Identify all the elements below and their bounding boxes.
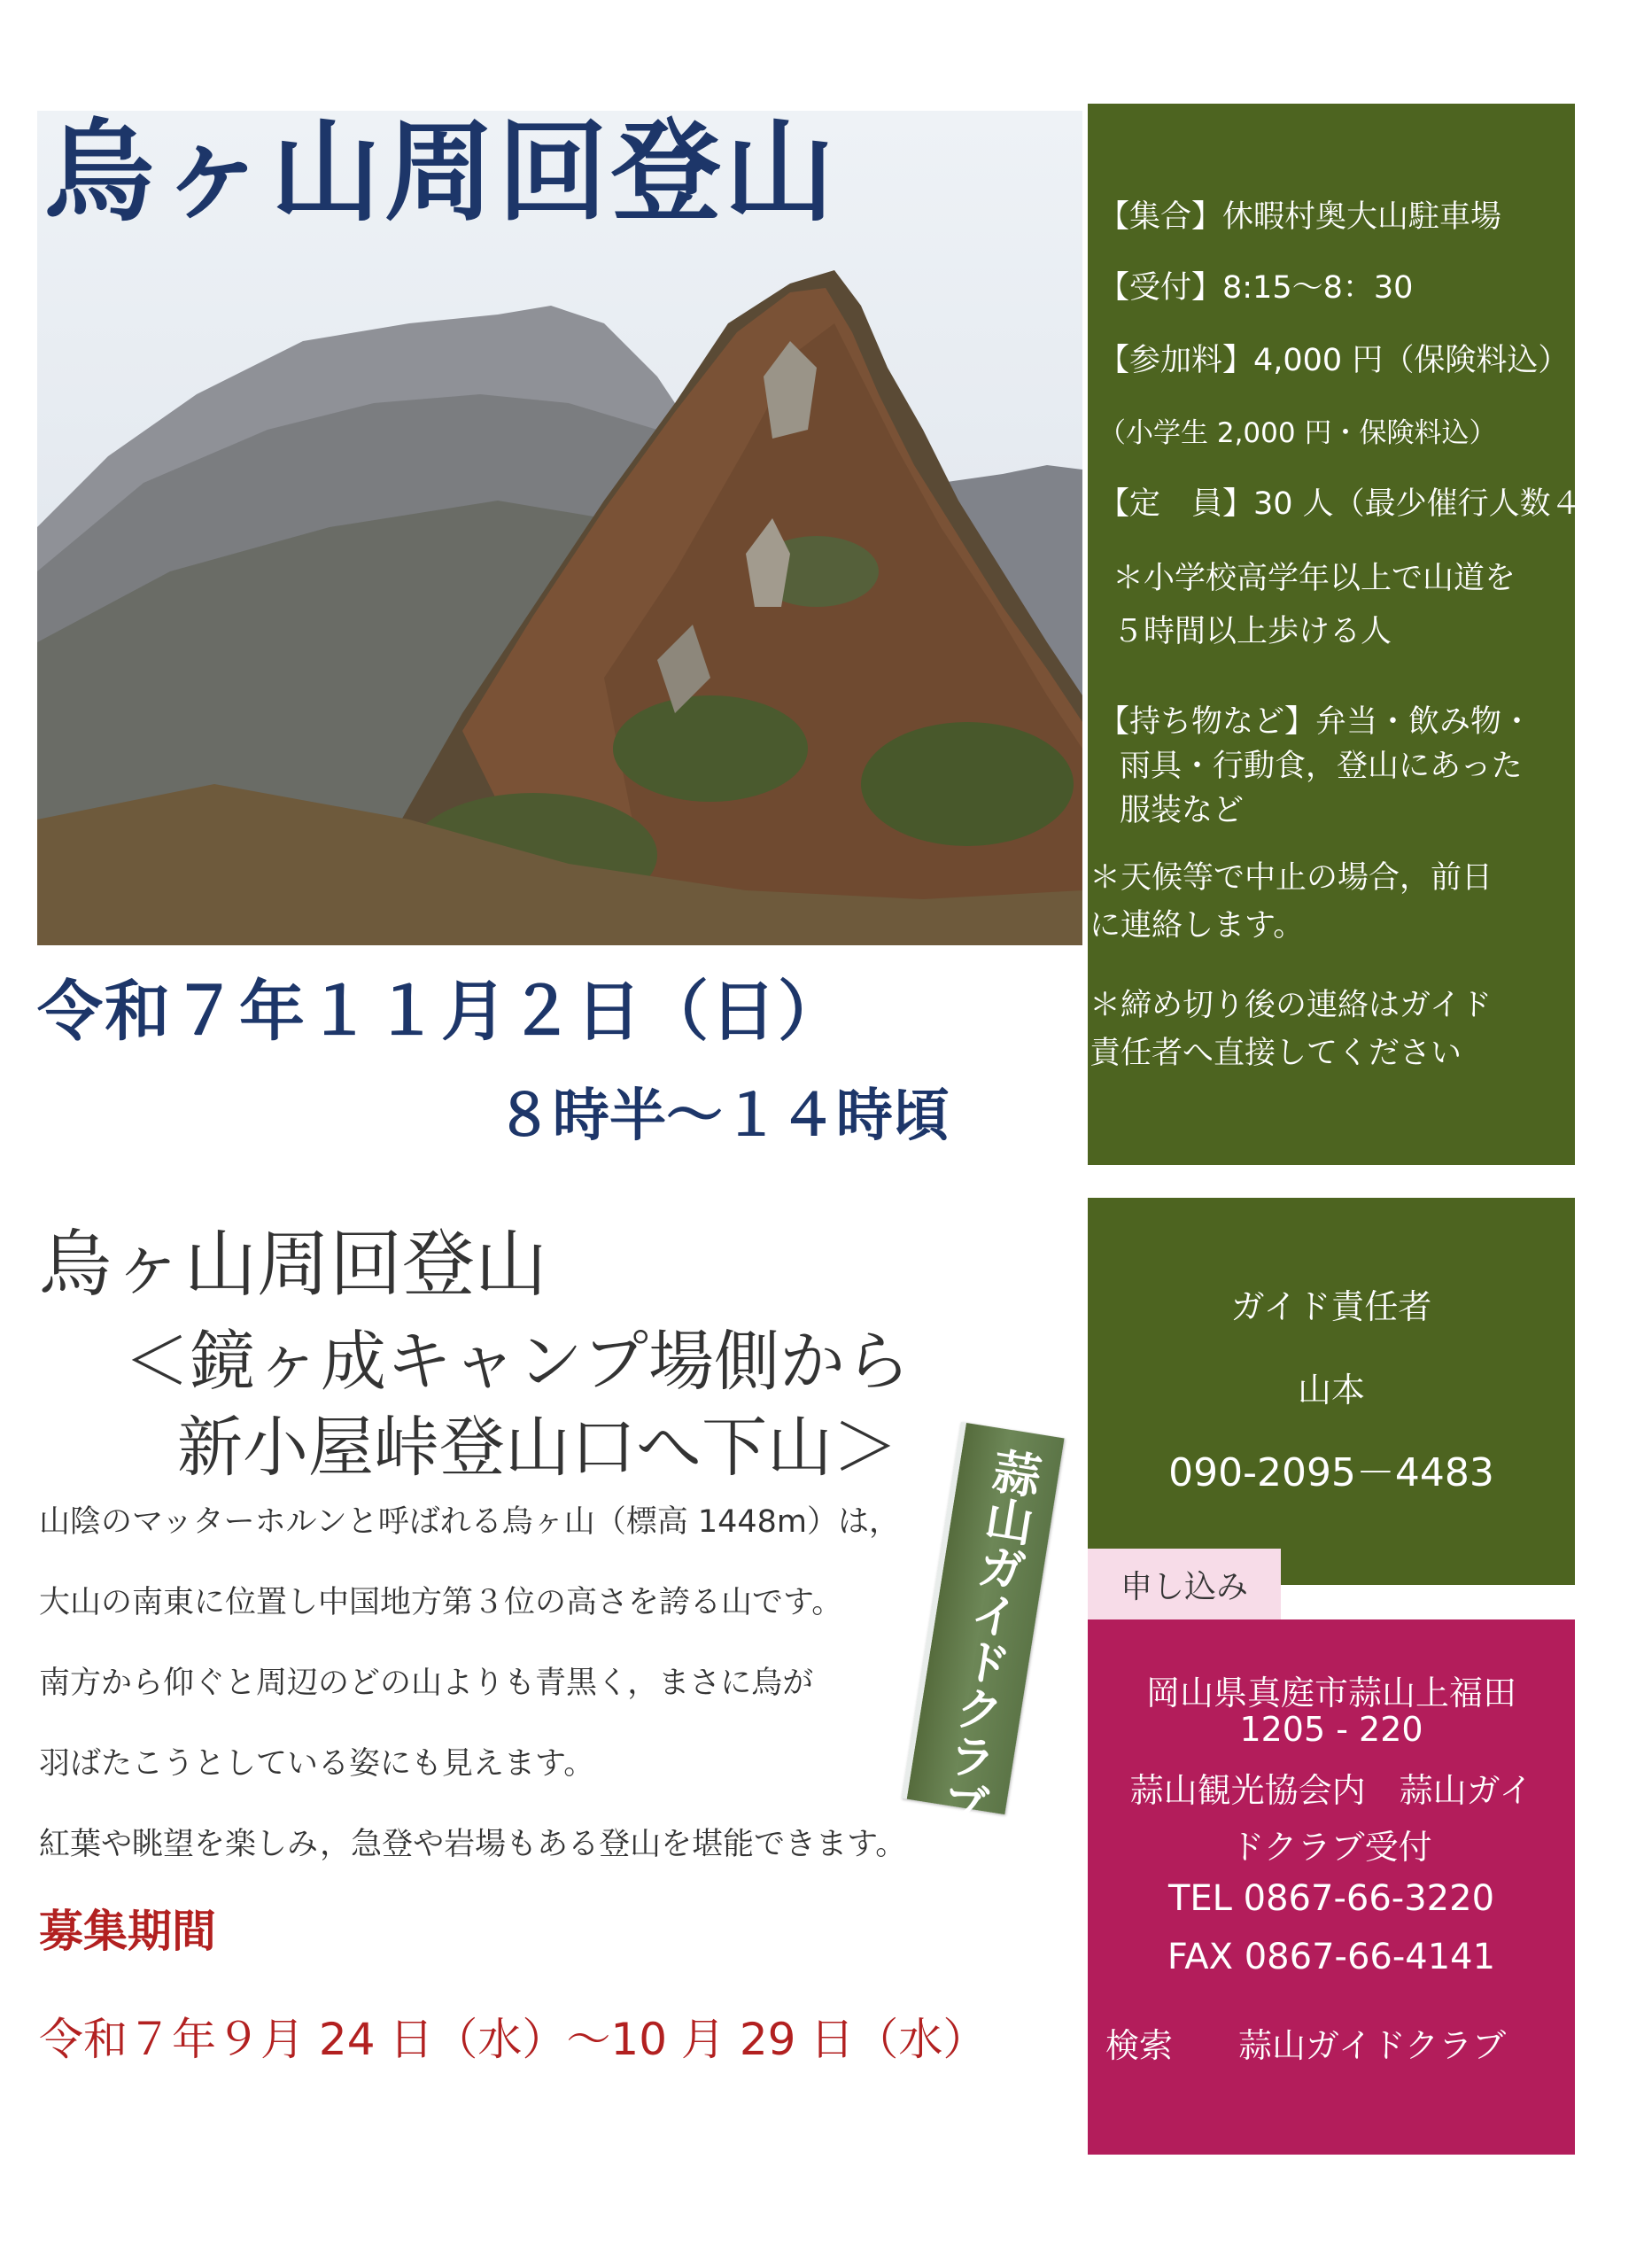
apply-fax: FAX 0867-66-4141 <box>1167 1937 1496 1977</box>
capacity: 【定 員】30 人（最少催行人数４人） <box>1098 486 1644 522</box>
guide-club-banner <box>902 1422 1065 1831</box>
guide-contact-box <box>1088 1198 1575 1585</box>
items-line-2: 雨具・行動食，登山にあった <box>1120 749 1523 784</box>
requirement-line-1: ＊小学校高学年以上で山道を <box>1113 561 1516 596</box>
contact-note-2: 責任者へ直接してください <box>1090 1036 1462 1071</box>
apply-tel: TEL 0867-66-3220 <box>1167 1878 1495 1919</box>
meeting-place: 【集合】休暇村奥大山駐車場 <box>1098 199 1502 235</box>
application-info-box <box>1088 1619 1575 2155</box>
guide-name: 山本 <box>1297 1371 1365 1410</box>
apply-address-1: 岡山県真庭市蒜山上福田 <box>1145 1674 1516 1713</box>
description-line-2: 大山の南東に位置し中国地方第３位の高さを誇る山です。 <box>39 1585 843 1620</box>
description-line-1: 山陰のマッターホルンと呼ばれる烏ヶ山（標高 1448m）は， <box>39 1504 901 1540</box>
hero-title: 烏ヶ山周回登山 <box>44 109 839 237</box>
apply-office-2: ドクラブ受付 <box>1230 1828 1432 1867</box>
recruit-period-dates: 令和７年９月 24 日（水）～10 月 29 日（水） <box>39 2014 988 2065</box>
items-line-3: 服装など <box>1120 793 1245 828</box>
description-line-4: 羽ばたこうとしている姿にも見えます。 <box>39 1746 595 1782</box>
weather-note-1: ＊天候等で中止の場合，前日 <box>1090 860 1493 896</box>
guide-label: ガイド責任者 <box>1230 1287 1432 1326</box>
weather-note-2: に連絡します。 <box>1090 908 1305 944</box>
participation-fee-child: （小学生 2,000 円・保険料込） <box>1098 417 1497 449</box>
requirement-line-2: ５時間以上歩ける人 <box>1113 614 1392 649</box>
event-date: 令和７年１１月２日（日） <box>37 974 845 1050</box>
course-route-line-2: 新小屋峠登山口へ下山＞ <box>177 1410 898 1486</box>
apply-office-1: 蒜山観光協会内 蒜山ガイ <box>1129 1771 1533 1810</box>
reception-time: 【受付】8:15～8：30 <box>1098 270 1414 306</box>
recruit-period-label: 募集期間 <box>39 1906 216 1957</box>
description-line-3: 南方から仰ぐと周辺のどの山よりも青黒く，まさに烏が <box>39 1666 814 1701</box>
banner-text: 蒜山ガイドクラブ <box>929 1444 1045 1831</box>
apply-address-2: 1205 - 220 <box>1239 1710 1423 1749</box>
search-term: 蒜山ガイドクラブ <box>1238 2026 1507 2065</box>
course-title: 烏ヶ山周回登山 <box>39 1223 548 1307</box>
description-line-5: 紅葉や眺望を楽しみ，急登や岩場もある登山を堪能できます。 <box>39 1827 907 1862</box>
participation-fee: 【参加料】4,000 円（保険料込） <box>1098 343 1570 378</box>
course-route-line-1: ＜鏡ヶ成キャンプ場側から <box>124 1324 911 1400</box>
items-line-1: 【持ち物など】弁当・飲み物・ <box>1098 704 1533 740</box>
apply-tag: 申し込み <box>1088 1549 1281 1619</box>
event-info-panel <box>1088 104 1644 1165</box>
event-time: ８時半～１４時頃 <box>496 1084 950 1149</box>
guide-phone: 090-2095－4483 <box>1168 1450 1494 1495</box>
contact-note-1: ＊締め切り後の連絡はガイド <box>1090 988 1492 1023</box>
search-label: 検索 <box>1105 2026 1174 2065</box>
